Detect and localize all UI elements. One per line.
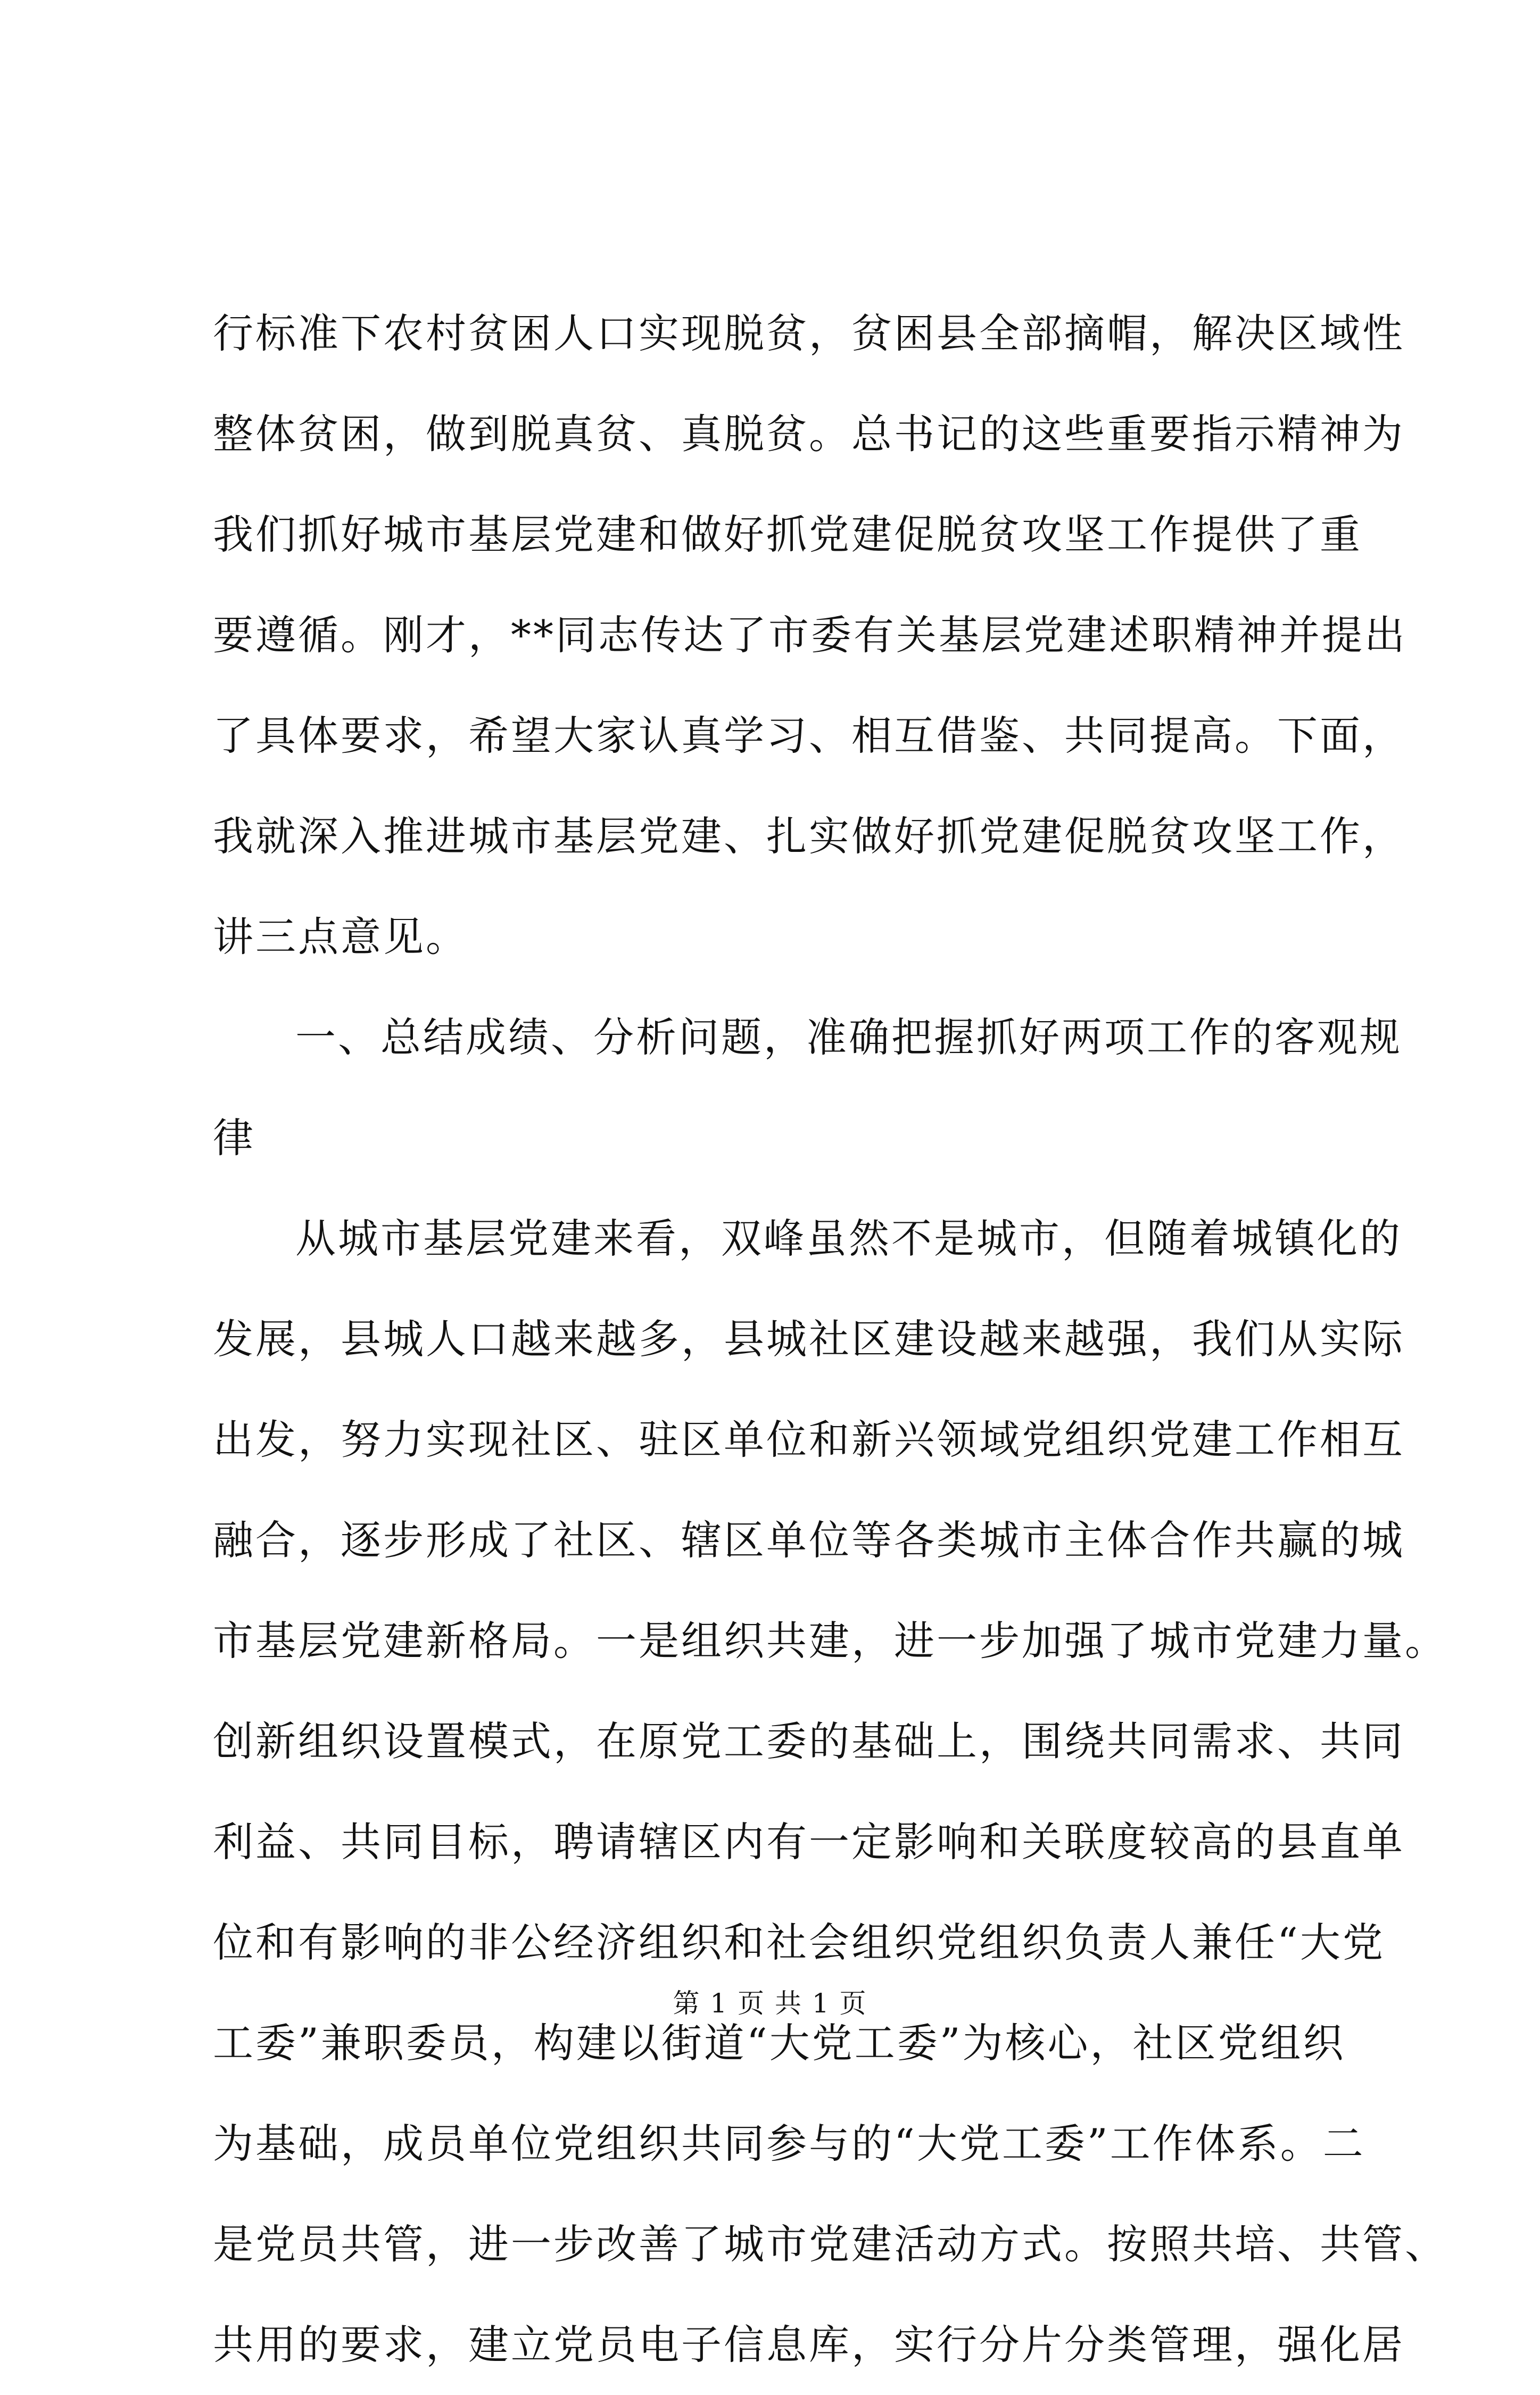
section-heading-line: 律	[213, 1114, 255, 1162]
text-line: 工委”兼职委员，构建以街道“大党工委”为核心，社区党组织	[213, 2019, 1346, 2067]
text-line: 讲三点意见。	[213, 913, 468, 960]
text-line: 利益、共同目标，聘请辖区内有一定影响和关联度较高的县直单	[213, 1818, 1405, 1866]
text-line: 要遵循。刚才，**同志传达了市委有关基层党建述职精神并提出	[213, 611, 1407, 659]
text-line: 我们抓好城市基层党建和做好抓党建促脱贫攻坚工作提供了重	[213, 511, 1362, 558]
text-line: 市基层党建新格局。一是组织共建，进一步加强了城市党建力量。	[213, 1617, 1447, 1664]
text-line: 融合，逐步形成了社区、辖区单位等各类城市主体合作共赢的城	[213, 1516, 1405, 1564]
text-line: 行标准下农村贫困人口实现脱贫，贫困县全部摘帽，解决区域性	[213, 310, 1405, 357]
text-line: 我就深入推进城市基层党建、扎实做好抓党建促脱贫攻坚工作，	[213, 813, 1405, 860]
text-line: 为基础，成员单位党组织共同参与的“大党工委”工作体系。二	[213, 2120, 1365, 2167]
text-line: 从城市基层党建来看，双峰虽然不是城市，但随着城镇化的	[295, 1215, 1402, 1262]
section-heading-line: 一、总结成绩、分析问题，准确把握抓好两项工作的客观规	[295, 1014, 1402, 1061]
page-footer: 第 1 页 共 1 页	[673, 1988, 867, 2019]
text-line: 整体贫困，做到脱真贫、真脱贫。总书记的这些重要指示精神为	[213, 410, 1405, 458]
text-line: 发展，县城人口越来越多，县城社区建设越来越强，我们从实际	[213, 1315, 1405, 1363]
text-line: 创新组织设置模式，在原党工委的基础上，围绕共同需求、共同	[213, 1718, 1405, 1765]
text-line: 共用的要求，建立党员电子信息库，实行分片分类管理，强化居	[213, 2321, 1405, 2368]
text-line: 出发，努力实现社区、驻区单位和新兴领域党组织党建工作相互	[213, 1416, 1405, 1463]
document-body	[213, 283, 1447, 2395]
text-line: 了具体要求，希望大家认真学习、相互借鉴、共同提高。下面，	[213, 712, 1405, 759]
text-line: 位和有影响的非公经济组织和社会组织党组织负责人兼任“大党	[213, 1919, 1385, 1966]
text-line: 是党员共管，进一步改善了城市党建活动方式。按照共培、共管、	[213, 2220, 1447, 2268]
